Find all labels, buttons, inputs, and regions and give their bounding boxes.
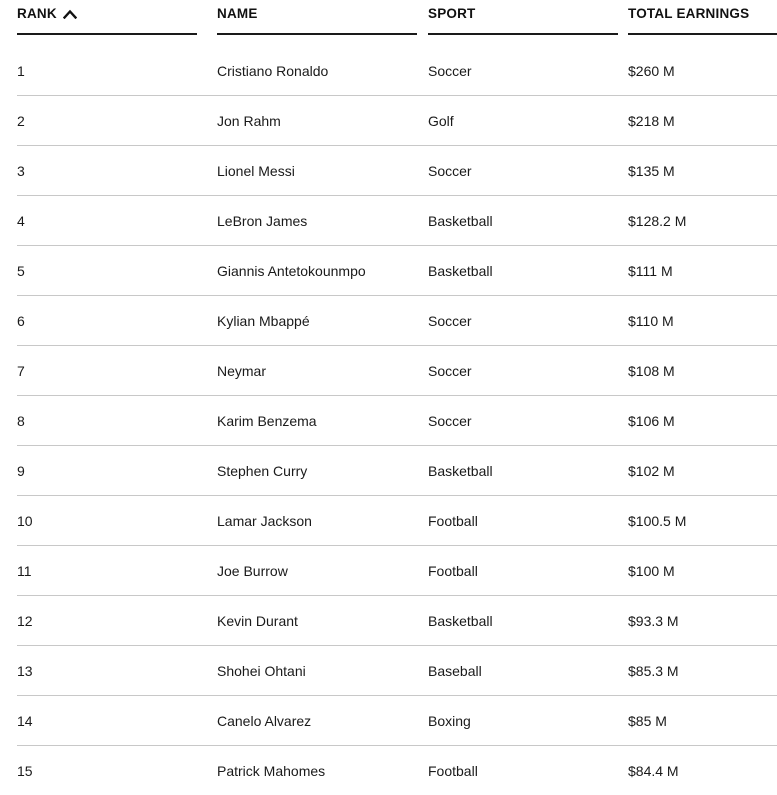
earnings-cell: $85 M	[628, 713, 667, 729]
table-body	[17, 46, 777, 795]
column-header-sport[interactable]	[428, 0, 618, 35]
rank-cell: 14	[17, 713, 33, 729]
column-header-label: NAME	[217, 6, 258, 21]
table-row	[17, 446, 777, 496]
rank-cell: 2	[17, 113, 25, 129]
earnings-cell: $106 M	[628, 413, 675, 429]
chevron-up-icon[interactable]	[63, 9, 77, 19]
name-cell: Patrick Mahomes	[217, 763, 326, 779]
table-row	[17, 96, 777, 146]
earnings-cell: $128.2 M	[628, 213, 687, 229]
column-header-name[interactable]	[217, 0, 417, 35]
rank-cell: 10	[17, 513, 33, 529]
rank-cell: 11	[17, 563, 32, 579]
table-row	[17, 46, 777, 96]
earnings-cell: $110 M	[628, 313, 674, 329]
table-row	[17, 546, 777, 596]
sport-cell: Basketball	[428, 463, 493, 479]
table-row	[17, 646, 777, 696]
name-cell: Jon Rahm	[217, 113, 281, 129]
sport-cell: Football	[428, 513, 478, 529]
table-row	[17, 146, 777, 196]
earnings-cell: $84.4 M	[628, 763, 679, 779]
earnings-cell: $93.3 M	[628, 613, 679, 629]
rank-cell: 1	[17, 63, 25, 79]
column-header-label: TOTAL EARNINGS	[628, 6, 750, 21]
sport-cell: Baseball	[428, 663, 482, 679]
table-row	[17, 746, 777, 795]
rank-cell: 9	[17, 463, 25, 479]
table-row	[17, 196, 777, 246]
rank-cell: 7	[17, 363, 25, 379]
name-cell: Lionel Messi	[217, 163, 295, 179]
earnings-cell: $135 M	[628, 163, 675, 179]
table-header	[17, 0, 777, 35]
table-row	[17, 246, 777, 296]
rank-cell: 8	[17, 413, 25, 429]
earnings-cell: $102 M	[628, 463, 675, 479]
rank-cell: 3	[17, 163, 25, 179]
name-cell: Kylian Mbappé	[217, 313, 310, 329]
rank-cell: 5	[17, 263, 25, 279]
table-row	[17, 346, 777, 396]
sport-cell: Soccer	[428, 63, 472, 79]
name-cell: Karim Benzema	[217, 413, 317, 429]
earnings-cell: $260 M	[628, 63, 675, 79]
sport-cell: Basketball	[428, 213, 493, 229]
column-header-label: SPORT	[428, 6, 476, 21]
table-row	[17, 296, 777, 346]
name-cell: Joe Burrow	[217, 563, 288, 579]
sport-cell: Golf	[428, 113, 454, 129]
sport-cell: Soccer	[428, 163, 472, 179]
sport-cell: Football	[428, 563, 478, 579]
rank-cell: 4	[17, 213, 25, 229]
name-cell: Neymar	[217, 363, 267, 379]
table-row	[17, 596, 777, 646]
rank-cell: 6	[17, 313, 25, 329]
rank-cell: 15	[17, 763, 33, 779]
table-row	[17, 496, 777, 546]
table-row	[17, 696, 777, 746]
column-header-rank[interactable]	[17, 0, 197, 35]
earnings-cell: $111 M	[628, 263, 673, 279]
sport-cell: Basketball	[428, 263, 493, 279]
name-cell: Canelo Alvarez	[217, 713, 312, 729]
table-row	[17, 396, 777, 446]
earnings-cell: $85.3 M	[628, 663, 679, 679]
name-cell: Kevin Durant	[217, 613, 298, 629]
earnings-table	[17, 0, 777, 779]
name-cell: LeBron James	[217, 213, 308, 229]
earnings-cell: $218 M	[628, 113, 675, 129]
sport-cell: Boxing	[428, 713, 471, 729]
name-cell: Giannis Antetokounmpo	[217, 263, 366, 279]
sport-cell: Soccer	[428, 413, 472, 429]
name-cell: Cristiano Ronaldo	[217, 63, 329, 79]
sport-cell: Football	[428, 763, 478, 779]
column-header-label: RANK	[17, 6, 57, 21]
sport-cell: Soccer	[428, 363, 472, 379]
earnings-cell: $100 M	[628, 563, 675, 579]
rank-cell: 12	[17, 613, 33, 629]
rank-cell: 13	[17, 663, 33, 679]
name-cell: Shohei Ohtani	[217, 663, 306, 679]
name-cell: Lamar Jackson	[217, 513, 312, 529]
sport-cell: Soccer	[428, 313, 472, 329]
sport-cell: Basketball	[428, 613, 493, 629]
earnings-cell: $108 M	[628, 363, 675, 379]
earnings-cell: $100.5 M	[628, 513, 687, 529]
name-cell: Stephen Curry	[217, 463, 308, 479]
column-header-total-earnings[interactable]	[628, 0, 777, 35]
